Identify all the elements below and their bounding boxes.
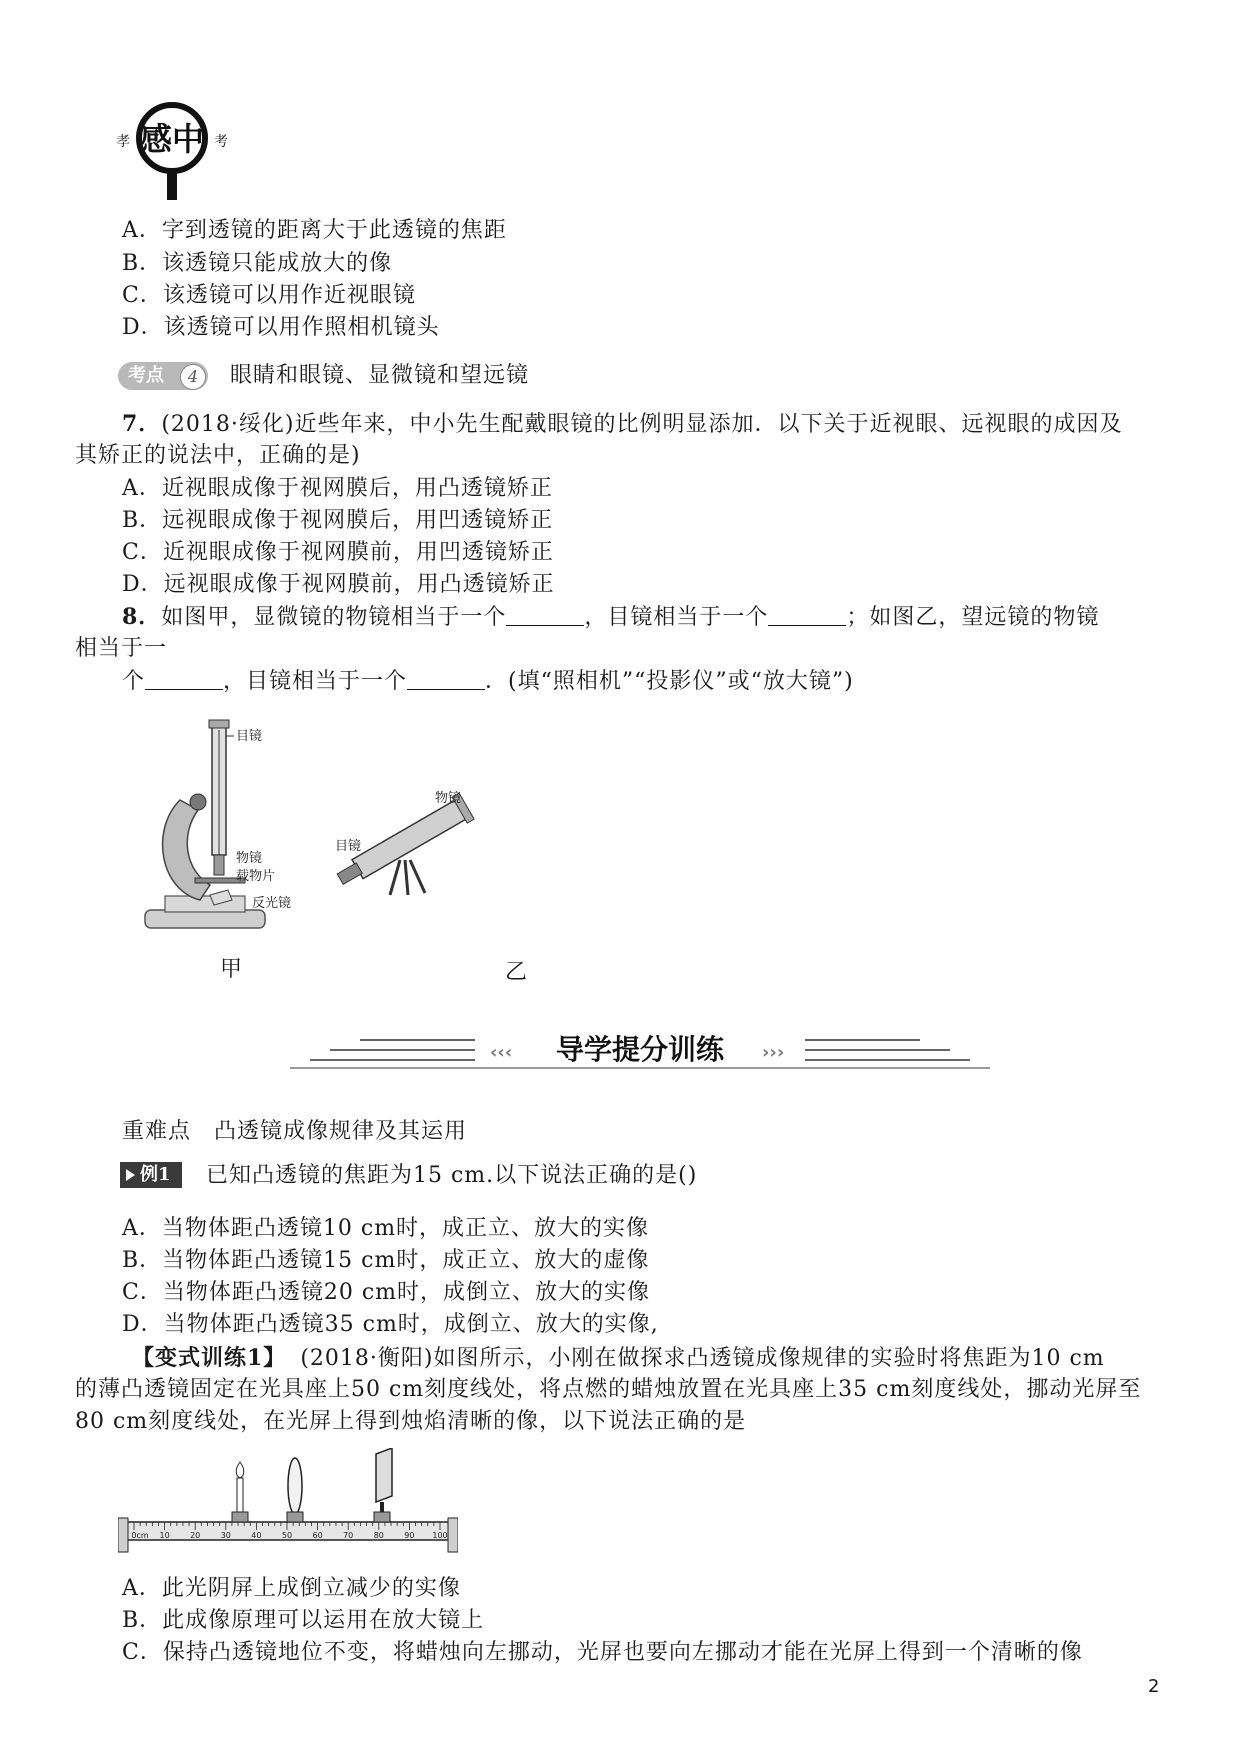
kaodian-title: 眼睛和眼镜、显微镜和望远镜 (230, 363, 530, 388)
q6-option-d: D．该透镜可以用作照相机镜头 (122, 315, 440, 340)
section-heading: 重难点 凸透镜成像规律及其运用 (122, 1119, 468, 1144)
example-option-b: B．当物体距凸透镜15 cm时，成正立、放大的虚像 (122, 1248, 650, 1273)
kaodian-label: 考点 (128, 365, 164, 386)
kaozhong-logo (115, 98, 235, 208)
bench-tick-label: 0cm (131, 1531, 149, 1540)
telescope-figure (330, 780, 500, 900)
microscope-slide-label: 载物片 (236, 869, 276, 884)
q7-line1 (122, 409, 1122, 440)
q8-number: 8． (122, 604, 162, 630)
example-option-d: D．当物体距凸透镜35 cm时，成倒立、放大的实像, (122, 1312, 659, 1337)
variant-line2: 的薄凸透镜固定在光具座上50 cm刻度线处，将点燃的蜡烛放置在光具座上35 cm刻度线处，挪动光屏至 (75, 1377, 1142, 1402)
variant-text-line1: (2018·衡阳)如图所示，小刚在做探求凸透镜成像规律的实验时将焦距为10 cm (300, 1346, 1105, 1371)
q8-blank-1[interactable] (506, 607, 584, 626)
q8-blank-3[interactable] (145, 671, 223, 690)
candle (232, 1462, 248, 1522)
microscope-mirror-label: 反光镜 (252, 896, 292, 911)
bench-tick-label: 30 (220, 1531, 231, 1540)
example-option-c: C．当物体距凸透镜20 cm时，成倒立、放大的实像 (122, 1280, 651, 1305)
bench-tick-label: 60 (312, 1531, 323, 1540)
kaodian-number: 4 (180, 364, 206, 390)
telescope-eyepiece-label: 目镜 (335, 839, 362, 854)
optical-bench-figure (118, 1448, 458, 1560)
example-question: 已知凸透镜的焦距为15 cm.以下说法正确的是() (206, 1163, 698, 1188)
q7-option-c: C．近视眼成像于视网膜前，用凹透镜矫正 (122, 540, 554, 565)
q8-line3 (122, 667, 854, 697)
variant-label: 【变式训练1】 (132, 1345, 287, 1371)
q6-option-b: B．该透镜只能成放大的像 (122, 251, 393, 276)
bench-tick-label: 50 (281, 1531, 293, 1540)
example-option-a: A．当物体距凸透镜10 cm时，成正立、放大的实像 (122, 1216, 650, 1241)
light-screen (374, 1448, 392, 1522)
bench-tick-label: 10 (159, 1531, 170, 1540)
q6-option-c: C．该透镜可以用作近视眼镜 (122, 283, 416, 308)
play-icon (126, 1169, 135, 1181)
example-badge (120, 1162, 182, 1188)
q7-option-a: A．近视眼成像于视网膜后，用凸透镜矫正 (122, 476, 553, 501)
bench-tick-label: 70 (343, 1531, 354, 1540)
q8-blank-2[interactable] (768, 607, 846, 626)
bench-tick-label: 90 (404, 1531, 415, 1540)
microscope-eyepiece-label: 目镜 (236, 729, 263, 744)
bench-tick-label: 100 (432, 1531, 448, 1540)
q8-line1 (122, 602, 1099, 633)
variant-option-a: A．此光阴屏上成倒立减少的实像 (122, 1576, 461, 1601)
svg-text:›››: ››› (762, 1042, 785, 1063)
variant-option-b: B．此成像原理可以运用在放大镜上 (122, 1608, 485, 1633)
q8-line2: 相当于一 (75, 636, 168, 661)
figure-caption-right: 乙 (505, 960, 529, 985)
bench-tick-label: 80 (373, 1531, 384, 1540)
q8-part6: ．(填“照相机”“投影仪”或“放大镜”) (485, 669, 854, 694)
example-badge-label: 例1 (140, 1164, 171, 1185)
convex-lens (287, 1458, 303, 1522)
svg-text:‹‹‹: ‹‹‹ (490, 1042, 513, 1063)
q7-line2: 其矫正的说法中，正确的是) (75, 443, 361, 468)
q8-part2: ，目镜相当于一个 (584, 605, 769, 630)
variant-line1 (132, 1343, 1105, 1374)
bench-tick-label: 20 (190, 1531, 201, 1540)
section-banner (290, 1030, 990, 1070)
variant-option-c: C．保持凸透镜地位不变，将蜡烛向左挪动，光屏也要向左挪动才能在光屏上得到一个清晰的像 (122, 1640, 1083, 1665)
q8-part3: ；如图乙，望远镜的物镜 (846, 605, 1100, 630)
bench-tick-label: 40 (251, 1531, 262, 1540)
banner-title: 导学提分训练 (555, 1033, 724, 1066)
page-number: 2 (1148, 1676, 1160, 1697)
variant-line3: 80 cm刻度线处，在光屏上得到烛焰清晰的像，以下说法正确的是 (75, 1409, 747, 1434)
q7-option-d: D．远视眼成像于视网膜前，用凸透镜矫正 (122, 572, 555, 597)
q6-option-a: A．字到透镜的距离大于此透镜的焦距 (122, 218, 507, 243)
kaodian-badge (118, 362, 208, 390)
logo-center-text: 感中 (139, 120, 205, 158)
microscope-objective-label: 物镜 (236, 851, 263, 866)
logo-right-char: 考 (214, 134, 228, 150)
q8-blank-4[interactable] (407, 671, 485, 690)
telescope-objective-label: 物镜 (435, 791, 462, 806)
q8-part4: 个 (122, 669, 146, 694)
microscope-figure (140, 710, 320, 940)
q8-part1: 如图甲，显微镜的物镜相当于一个 (161, 605, 507, 630)
logo-left-char: 孝 (116, 134, 130, 150)
q7-option-b: B．远视眼成像于视网膜后，用凹透镜矫正 (122, 508, 554, 533)
q8-part5: ，目镜相当于一个 (223, 669, 408, 694)
q7-number: 7． (122, 411, 162, 437)
q7-text-line1: (2018·绥化)近些年来，中小先生配戴眼镜的比例明显添加．以下关于近视眼、远视眼的成因及 (161, 412, 1123, 437)
figure-caption-left: 甲 (220, 957, 244, 982)
